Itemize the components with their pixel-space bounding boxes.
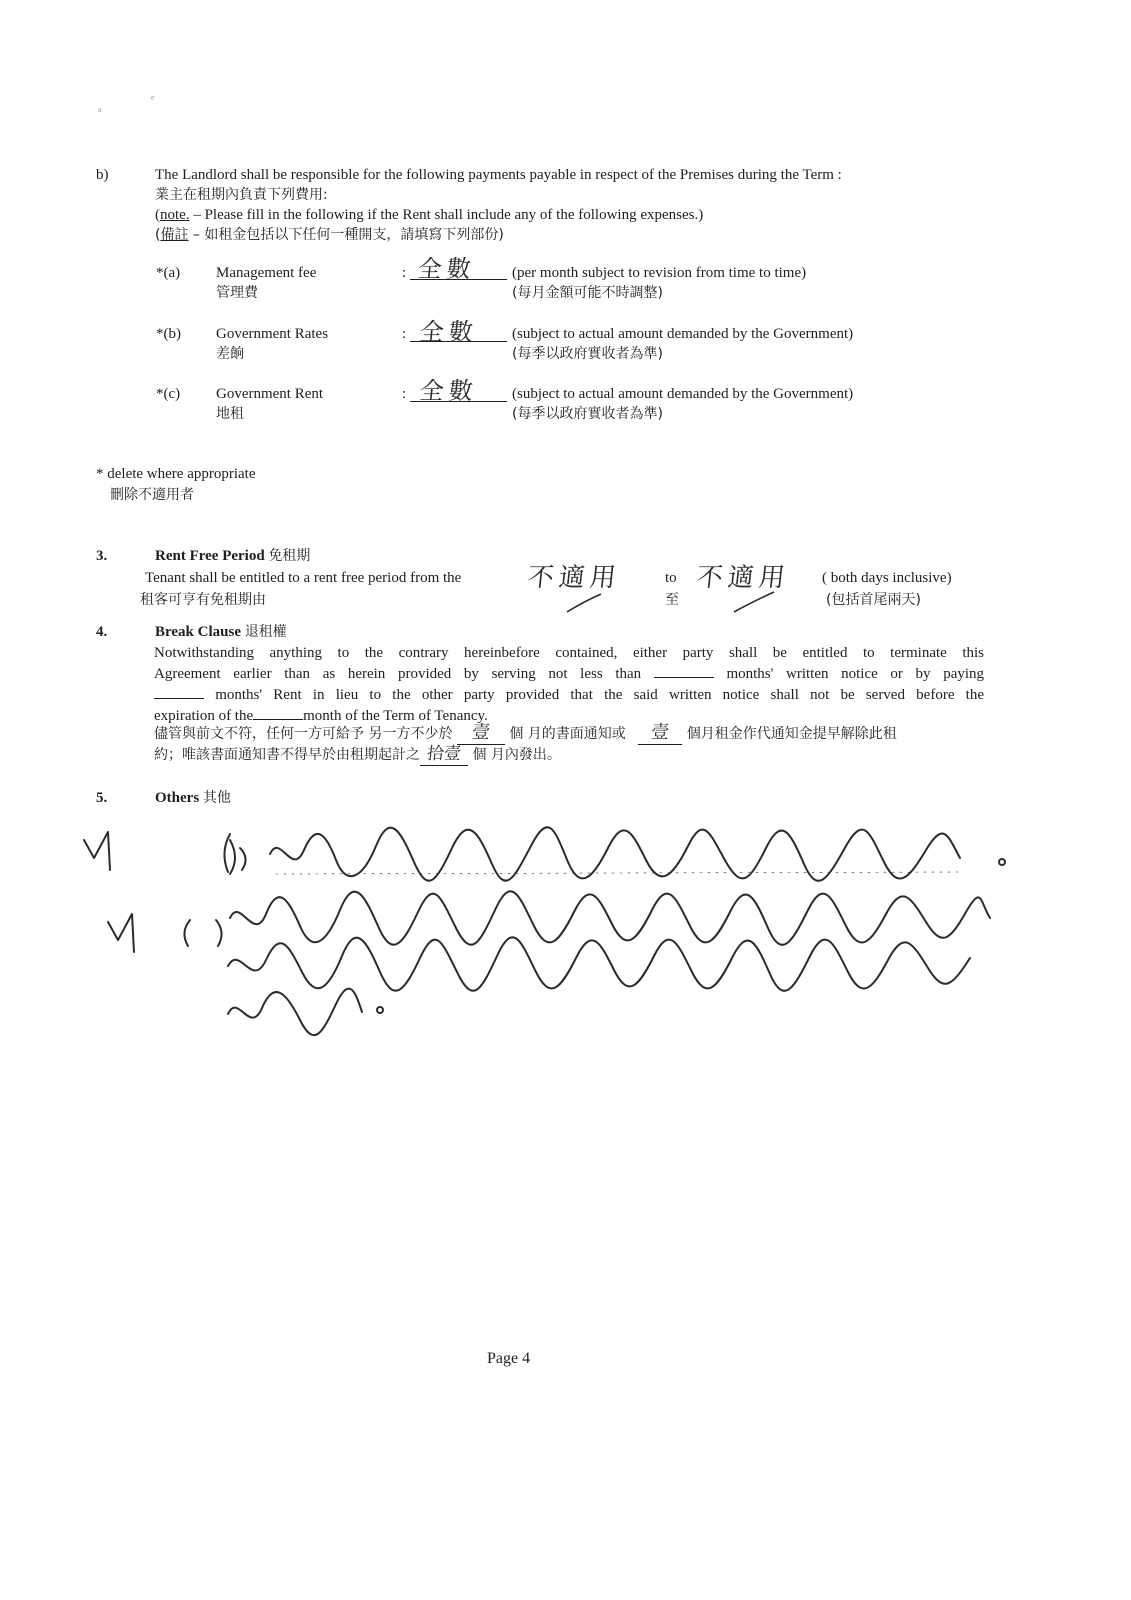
section-4-line-4b: month of the Term of Tenancy. xyxy=(303,708,488,724)
item-a-label-en: Management fee xyxy=(216,265,317,281)
section-4-line-1: Notwithstanding anything to the contrary hereinbefore contained, either party shall be entitled to terminate this xyxy=(154,645,984,661)
notice-months-blank xyxy=(654,663,714,678)
section-b-note-zh: (備註 – 如租金包括以下任何一種開支，請填寫下列部份) xyxy=(155,227,504,243)
check-mark-icon xyxy=(108,914,134,952)
section-4-zh-2a: 約；唯該書面通知書不得早於由租期起計之 xyxy=(154,747,420,763)
notice-months-handwritten-field xyxy=(457,723,505,745)
scan-mark: e xyxy=(151,93,155,102)
section-4-title-zh: 退租權 xyxy=(244,624,287,640)
section-5-title-en: Others xyxy=(155,790,200,806)
note-zh-text: – 如租金包括以下任何一種開支，請填寫下列部份) xyxy=(188,227,504,243)
check-mark-icon xyxy=(84,832,110,870)
section-4-line-3 xyxy=(154,684,984,705)
expiration-month-handwritten-field xyxy=(420,744,468,766)
section-4-line-3a: months' Rent in lieu to the other party provided that the said written notice shall not be served before the xyxy=(215,687,985,703)
notice-months-handwritten: 壹 xyxy=(470,722,492,743)
rent-months-handwritten: 壹 xyxy=(650,722,671,743)
item-c-label-en: Government Rent xyxy=(216,386,324,402)
item-a-label-zh: 管理費 xyxy=(216,285,258,301)
item-a-mark: *(a) xyxy=(156,265,181,281)
section-3-text-zh: 租客可亨有免租期由 xyxy=(140,592,266,608)
section-4-paragraph xyxy=(154,643,984,726)
section-b-text-en: The Landlord shall be responsible for the following payments payable in respect of the Premises during the Term : xyxy=(155,167,842,183)
item-c-desc-en: (subject to actual amount demanded by the Government) xyxy=(512,386,854,402)
section-3-number: 3. xyxy=(96,548,108,564)
note-prefix: note. xyxy=(160,207,190,223)
item-b-desc-en: (subject to actual amount demanded by the Government) xyxy=(512,326,854,342)
item-a-colon: : xyxy=(402,265,407,281)
item-b-colon: : xyxy=(402,326,407,342)
section-5-title xyxy=(155,788,231,808)
handwritten-clauses-drawing xyxy=(80,822,1020,1034)
item-b-mark: *(b) xyxy=(156,326,181,342)
expiration-month-handwritten: 拾壹 xyxy=(425,744,463,764)
section-3-to-slash xyxy=(732,590,778,614)
item-b-desc-zh: (每季以政府實收者為準) xyxy=(512,346,663,362)
item-b-label-en: Government Rates xyxy=(216,326,329,342)
section-3-from-handwritten: 不適用 xyxy=(526,563,623,593)
item-b-label-zh: 差餉 xyxy=(216,346,244,362)
footnote-zh: 刪除不適用者 xyxy=(110,487,194,503)
section-4-zh-1b: 個 月的書面通知或 xyxy=(509,726,626,742)
section-3-to-zh: 至 xyxy=(665,592,679,608)
rent-months-blank xyxy=(154,684,204,699)
note-zh-prefix: 備註 xyxy=(160,227,189,243)
section-5-title-zh: 其他 xyxy=(202,790,231,806)
section-3-to-en: to xyxy=(665,570,677,586)
section-3-to-handwritten: 不適用 xyxy=(695,563,792,593)
section-3-title-en: Rent Free Period xyxy=(155,548,265,564)
section-4-line-4a: expiration of the xyxy=(154,708,254,724)
section-4-title xyxy=(155,622,287,642)
scan-mark: a xyxy=(98,105,102,114)
section-4-zh-line-1 xyxy=(154,723,897,745)
item-b-handwritten-value: 全數 xyxy=(418,318,480,346)
section-3-title xyxy=(155,546,310,566)
section-b-label: b) xyxy=(96,167,109,183)
page-number: Page 4 xyxy=(487,1350,531,1367)
expiration-month-blank xyxy=(253,705,303,720)
item-c-desc-zh: (每季以政府實收者為準) xyxy=(512,406,663,422)
section-4-line-2b: months' written notice or by paying xyxy=(726,666,985,682)
section-4-zh-2b: 個 月內發出。 xyxy=(472,747,561,763)
section-b-note-en: (note. – Please fill in the following if the Rent shall include any of the following expenses.) xyxy=(155,207,704,223)
rent-months-handwritten-field xyxy=(638,723,682,745)
note-text: – Please fill in the following if the Rent shall include any of the following expenses.) xyxy=(189,207,704,223)
section-b-text-zh: 業主在租期內負責下列費用: xyxy=(155,187,328,203)
item-c-mark: *(c) xyxy=(156,386,181,402)
section-3-inclusive-en: ( both days inclusive) xyxy=(822,570,952,586)
section-5-number: 5. xyxy=(96,790,108,806)
section-4-line-2a: Agreement earlier than as herein provided by serving not less than xyxy=(154,666,642,682)
section-4-title-en: Break Clause xyxy=(155,624,241,640)
section-4-number: 4. xyxy=(96,624,108,640)
section-4-zh-1a: 儘管與前文不符，任何一方可給予 另一方不少於 xyxy=(154,726,453,742)
section-3-text-en: Tenant shall be entitled to a rent free period from the xyxy=(145,570,462,586)
section-3-title-zh: 免租期 xyxy=(268,548,311,564)
item-c-label-zh: 地租 xyxy=(216,406,244,422)
section-4-zh-line-2 xyxy=(154,744,561,766)
section-3-inclusive-zh: (包括首尾兩天) xyxy=(826,592,921,608)
item-a-handwritten-value: 全數 xyxy=(416,255,478,283)
item-c-colon: : xyxy=(402,386,407,402)
section-4-zh-1c: 個月租金作代通知金提早解除此租 xyxy=(686,726,897,742)
footnote-en: * delete where appropriate xyxy=(96,466,256,482)
item-a-desc-en: (per month subject to revision from time to time) xyxy=(512,265,807,281)
section-4-line-2 xyxy=(154,663,984,684)
item-a-desc-zh: (每月金額可能不時調整) xyxy=(512,285,663,301)
section-3-from-slash xyxy=(565,592,605,614)
item-c-handwritten-value: 全數 xyxy=(418,377,480,405)
